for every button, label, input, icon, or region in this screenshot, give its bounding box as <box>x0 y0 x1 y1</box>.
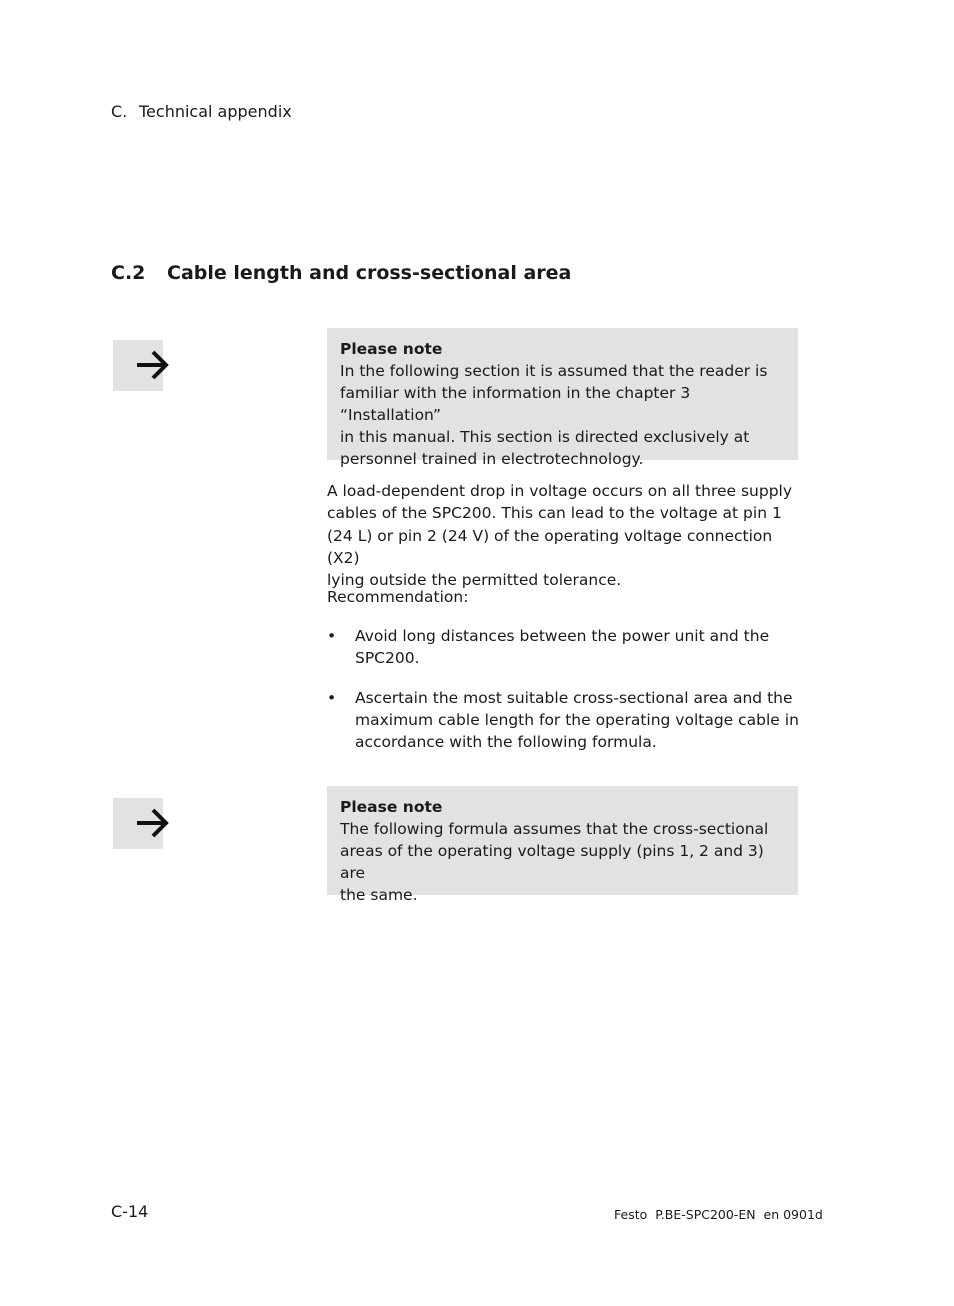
arrow-right-icon <box>135 348 171 382</box>
paragraph-line: cables of the SPC200. This can lead to the voltage at pin 1 <box>327 504 782 523</box>
paragraph-line: (24 L) or pin 2 (24 V) of the operating voltage connection (X2) <box>327 526 773 567</box>
note-icon-box <box>113 798 163 849</box>
note-title: Please note <box>340 798 443 816</box>
note-title: Please note <box>340 340 443 358</box>
recommendation-label: Recommendation: <box>327 588 469 606</box>
list-item-line: SPC200. <box>355 649 420 667</box>
note-line: familiar with the information in the chapter 3 “Installation” <box>340 384 691 424</box>
page-number: C-14 <box>111 1202 149 1221</box>
please-note-box <box>327 786 798 904</box>
bullet-icon: • <box>327 627 337 645</box>
chapter-title: Technical appendix <box>139 102 292 121</box>
running-header <box>111 102 292 121</box>
list-item-line: Ascertain the most suitable cross-sectional area and the <box>355 689 793 707</box>
arrow-right-icon <box>135 806 171 840</box>
please-note-box <box>327 328 798 468</box>
chapter-number: C. <box>111 102 128 121</box>
bullet-icon: • <box>327 689 337 707</box>
note-line: personnel trained in electrotechnology. <box>340 450 644 468</box>
note-line: the same. <box>340 886 418 904</box>
note-line: The following formula assumes that the cross-sectional <box>340 820 769 838</box>
section-title: Cable length and cross-sectional area <box>167 262 572 284</box>
list-item-line: maximum cable length for the operating voltage cable in <box>355 711 799 729</box>
note-line: areas of the operating voltage supply (pins 1, 2 and 3) are <box>340 842 764 882</box>
note-line: In the following section it is assumed that the reader is <box>340 362 768 380</box>
note-line: in this manual. This section is directed exclusively at <box>340 428 750 446</box>
paragraph-line: lying outside the permitted tolerance. <box>327 571 622 590</box>
list-item <box>327 687 802 753</box>
list-item <box>327 625 802 669</box>
note-icon-box <box>113 340 163 391</box>
list-item-line: Avoid long distances between the power unit and the <box>355 627 770 645</box>
list-item-line: accordance with the following formula. <box>355 733 657 751</box>
body-paragraph <box>327 480 802 591</box>
document-id: Festo P.BE-SPC200-EN en 0901d <box>614 1207 823 1222</box>
section-heading <box>111 262 571 284</box>
paragraph-line: A load-dependent drop in voltage occurs on all three supply <box>327 482 793 500</box>
section-number: C.2 <box>111 262 146 284</box>
